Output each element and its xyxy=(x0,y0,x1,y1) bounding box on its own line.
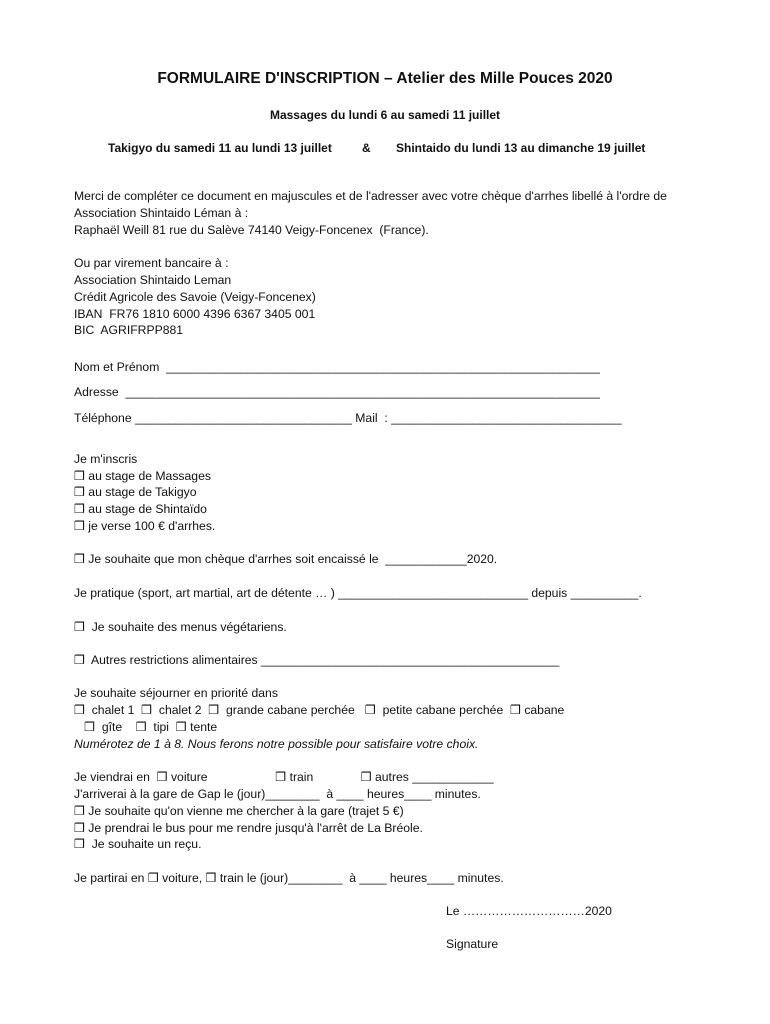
checkbox-pickup[interactable]: ❒ Je souhaite qu'on vienne me chercher à la gare (trajet 5 €) xyxy=(74,804,404,818)
inscription-heading: Je m'inscris xyxy=(74,452,138,466)
page-title: FORMULAIRE D'INSCRIPTION – Atelier des Mille Pouces 2020 xyxy=(157,70,613,87)
bank-line-iban: IBAN FR76 1810 6000 4396 6367 3405 001 xyxy=(74,307,316,321)
intro-line-1: Merci de compléter ce document en majuscules et de l'adresser avec votre chèque d'arrhes libellé à l'ordre de xyxy=(74,189,667,203)
checkbox-massages[interactable]: ❒ au stage de Massages xyxy=(74,469,211,483)
name-field[interactable]: Nom et Prénom ________________________________________________________________ xyxy=(74,360,600,374)
bank-line-bic: BIC AGRIFRPP881 xyxy=(74,323,184,337)
bank-line-3: Crédit Agricole des Savoie (Veigy-Foncenex) xyxy=(74,290,316,304)
signature-label: Signature xyxy=(446,937,499,951)
cheque-date-field[interactable]: ❒ Je souhaite que mon chèque d'arrhes soit encaissé le ____________2020. xyxy=(74,552,498,566)
bank-line-1: Ou par virement bancaire à : xyxy=(74,256,229,270)
intro-line-3: Raphaël Weill 81 rue du Salève 74140 Veigy-Foncenex (France). xyxy=(74,223,429,237)
date-field[interactable]: Le …………………………2020 xyxy=(446,904,612,918)
checkbox-receipt[interactable]: ❒ Je souhaite un reçu. xyxy=(74,837,202,851)
departure-field[interactable]: Je partirai en ❒ voiture, ❒ train le (jour)________ à ____ heures____ minutes. xyxy=(74,871,504,885)
subtitle-massages: Massages du lundi 6 au samedi 11 juillet xyxy=(269,108,501,122)
address-field[interactable]: Adresse ______________________________________________________________________ xyxy=(74,385,600,399)
dates-takigyo: Takigyo du samedi 11 au lundi 13 juillet xyxy=(108,141,332,155)
lodging-options-1[interactable]: ❒ chalet 1 ❒ chalet 2 ❒ grande cabane perchée ❒ petite cabane perchée ❒ cabane xyxy=(74,703,565,717)
intro-line-2: Association Shintaido Léman à : xyxy=(74,206,249,220)
dates-shintaido: Shintaido du lundi 13 au dimanche 19 juillet xyxy=(396,141,646,155)
bank-line-2: Association Shintaido Leman xyxy=(74,273,232,287)
checkbox-shintaido[interactable]: ❒ au stage de Shintaïdo xyxy=(74,502,207,516)
lodging-options-2[interactable]: ❒ gîte ❒ tipi ❒ tente xyxy=(74,720,218,734)
dates-ampersand: & xyxy=(362,141,371,155)
checkbox-bus[interactable]: ❒ Je prendrai le bus pour me rendre jusqu'à l'arrêt de La Bréole. xyxy=(74,821,423,835)
practice-field[interactable]: Je pratique (sport, art martial, art de détente … ) ____________________________ depuis __________. xyxy=(74,586,642,600)
checkbox-vegetarian[interactable]: ❒ Je souhaite des menus végétariens. xyxy=(74,620,287,634)
phone-mail-field[interactable]: Téléphone ________________________________ Mail : __________________________________ xyxy=(74,411,622,425)
arrival-transport[interactable]: Je viendrai en ❒ voiture ❒ train ❒ autres ____________ xyxy=(74,770,494,784)
lodging-note: Numérotez de 1 à 8. Nous ferons notre possible pour satisfaire votre choix. xyxy=(74,737,479,751)
lodging-heading: Je souhaite séjourner en priorité dans xyxy=(74,686,278,700)
checkbox-takigyo[interactable]: ❒ au stage de Takigyo xyxy=(74,485,197,499)
checkbox-deposit[interactable]: ❒ je verse 100 € d'arrhes. xyxy=(74,519,216,533)
dietary-restrictions-field[interactable]: ❒ Autres restrictions alimentaires ____________________________________________ xyxy=(74,653,560,667)
arrival-time-field[interactable]: J'arriverai à la gare de Gap le (jour)________ à ____ heures____ minutes. xyxy=(74,787,481,801)
